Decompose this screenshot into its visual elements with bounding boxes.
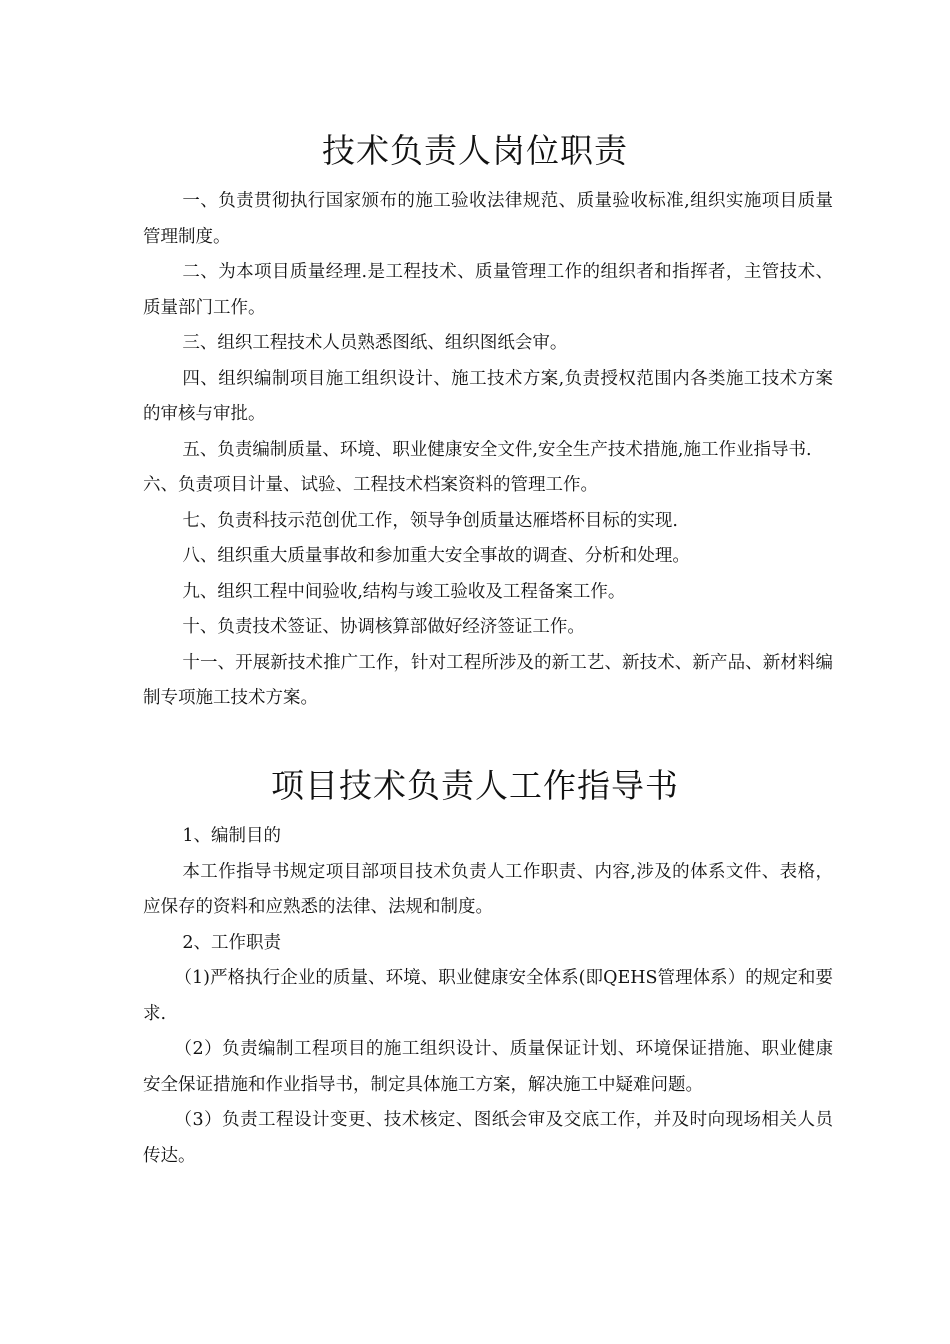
guide-paragraph: 本工作指导书规定项目部项目技术负责人工作职责、内容,涉及的体系文件、表格，应保存的资料和应熟悉的法律、法规和制度。 — [143, 861, 833, 917]
duty-item: 十、负责技术签证、协调核算部做好经济签证工作。 — [182, 617, 585, 637]
guide-section — [143, 819, 833, 1174]
duties-section — [143, 184, 833, 717]
duty-item: 二、为本项目质量经理.是工程技术、质量管理工作的组织者和指挥者，主管技术、质量部门工作。 — [143, 262, 833, 318]
guide-item: （2）负责编制工程项目的施工组织设计、质量保证计划、环境保证措施、职业健康安全保证措施和作业指导书，制定具体施工方案，解决施工中疑难问题。 — [143, 1039, 833, 1095]
duty-item: 六、负责项目计量、试验、工程技术档案资料的管理工作。 — [143, 475, 598, 495]
duty-item: 三、组织工程技术人员熟悉图纸、组织图纸会审。 — [182, 333, 568, 353]
duty-item: 四、组织编制项目施工组织设计、施工技术方案,负责授权范围内各类施工技术方案的审核与审批。 — [143, 368, 833, 424]
guide-heading: 2、工作职责 — [182, 932, 282, 953]
page-title: 技术负责人岗位职责 — [322, 131, 628, 170]
section-title: 项目技术负责人工作指导书 — [271, 766, 679, 805]
duty-item: 九、组织工程中间验收,结构与竣工验收及工程备案工作。 — [182, 581, 626, 602]
duty-item: 五、负责编制质量、环境、职业健康安全文件,安全生产技术措施,施工作业指导书. — [182, 439, 812, 460]
duty-item: 七、负责科技示范创优工作，领导争创质量达雁塔杯目标的实现. — [182, 510, 678, 531]
guide-item: （1)严格执行企业的质量、环境、职业健康安全体系(即QEHS管理体系）的规定和要求. — [143, 968, 833, 1024]
duty-item: 八、组织重大质量事故和参加重大安全事故的调查、分析和处理。 — [182, 546, 690, 566]
guide-item: （3）负责工程设计变更、技术核定、图纸会审及交底工作，并及时向现场相关人员传达。 — [143, 1110, 833, 1166]
guide-heading: 1、编制目的 — [182, 826, 282, 846]
duty-item: 一、负责贯彻执行国家颁布的施工验收法律规范、质量验收标准,组织实施项目质量管理制度。 — [143, 191, 833, 247]
duty-item: 十一、开展新技术推广工作，针对工程所涉及的新工艺、新技术、新产品、新材料编制专项施工技术方案。 — [143, 652, 833, 708]
